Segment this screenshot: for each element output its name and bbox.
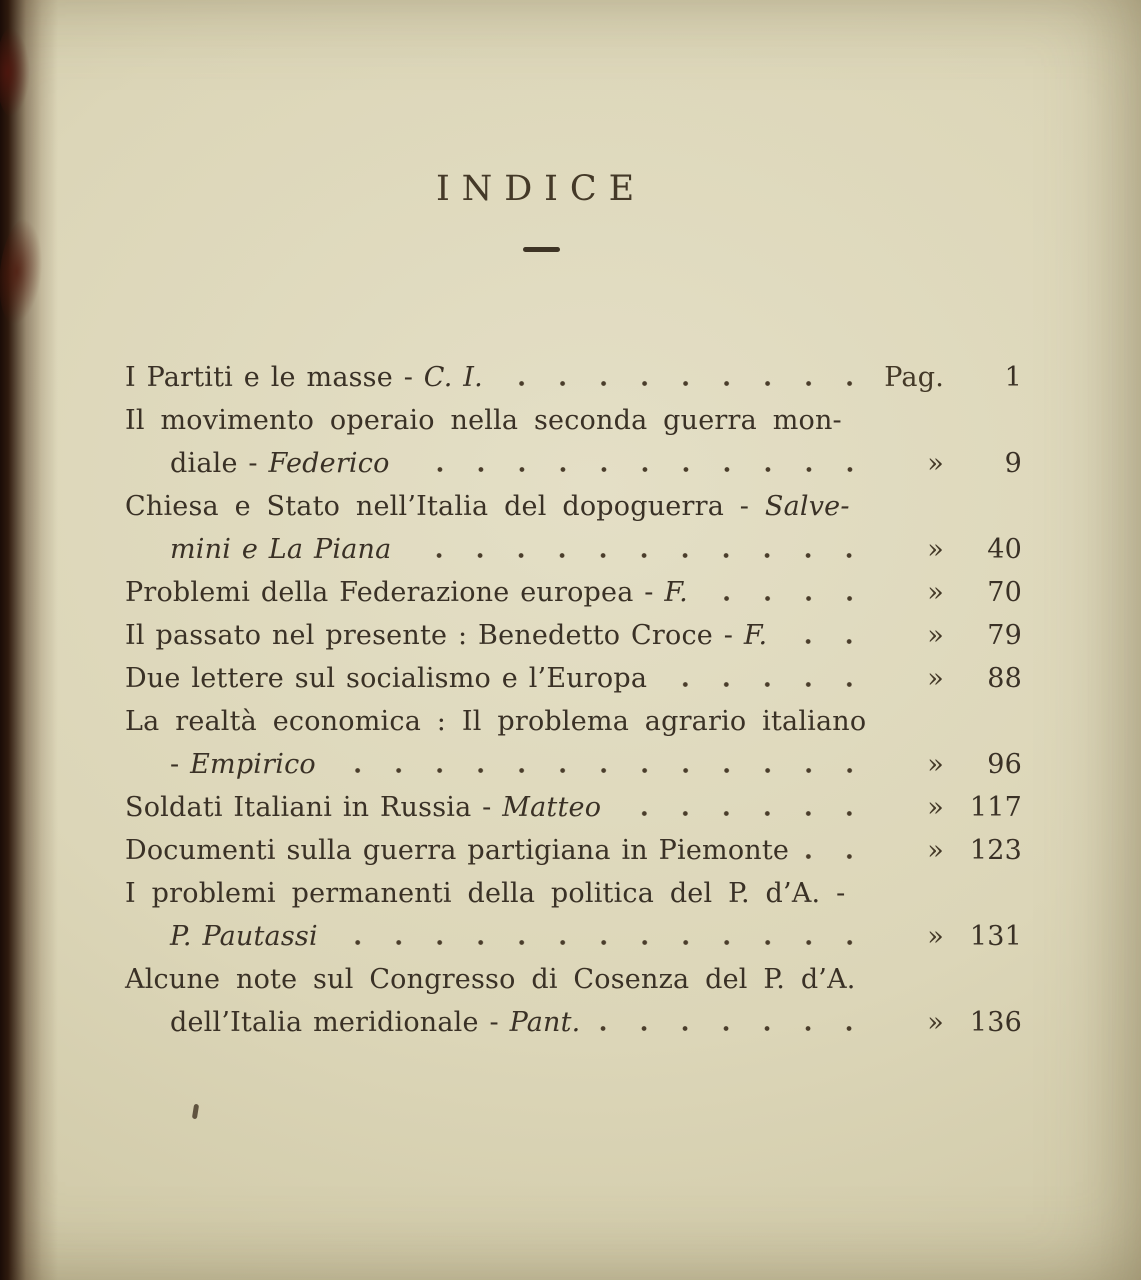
entry-title: Problemi della Federazione europea -: [125, 577, 665, 608]
entry-author: Empirico: [190, 749, 316, 780]
toc-line: [125, 829, 1022, 872]
toc-line: [125, 356, 1022, 399]
toc-line: [125, 442, 1022, 485]
toc-line: [125, 872, 1022, 915]
entry-text: [170, 743, 316, 786]
toc-entry: [125, 356, 1022, 399]
page-number: 131: [969, 921, 1022, 952]
entry-author: Matteo: [502, 792, 602, 823]
page-label: »: [927, 663, 944, 694]
page-number: 117: [969, 792, 1022, 823]
toc-entry: [125, 958, 1022, 1044]
entry-title: Due lettere sul socialismo e l’Europa: [125, 663, 648, 694]
entry-author: P. Pautassi: [170, 921, 318, 952]
page-number: 9: [1004, 448, 1022, 479]
entry-text: [170, 1001, 580, 1044]
dot-leader: [596, 1026, 870, 1031]
entry-text: [125, 700, 866, 743]
toc-entry: [125, 571, 1022, 614]
page-label: »: [927, 448, 944, 479]
toc-line: [125, 571, 1022, 614]
toc-line: [125, 485, 1022, 528]
page-label: »: [927, 921, 944, 952]
toc-entry: [125, 829, 1022, 872]
entry-text: [125, 657, 647, 700]
page-number: 1: [1004, 362, 1022, 393]
entry-text: [125, 571, 688, 614]
page-number: 88: [987, 663, 1022, 694]
page-number: 40: [987, 534, 1022, 565]
entry-title: dell’Italia meridionale -: [170, 1007, 510, 1038]
dot-leader: [704, 596, 870, 601]
toc-entry: [125, 657, 1022, 700]
entry-title: Chiesa e Stato nell’Italia del dopoguerra -: [125, 491, 765, 522]
entry-author: Salve-: [764, 491, 850, 522]
page-number: 96: [987, 749, 1022, 780]
entry-text: [125, 958, 856, 1001]
page-label: »: [927, 534, 944, 565]
entry-title: diale -: [170, 448, 269, 479]
entry-title: Il movimento operaio nella seconda guerra mon-: [125, 405, 842, 436]
toc-line: [125, 915, 1022, 958]
entry-text: [125, 829, 789, 872]
toc-line: [125, 1001, 1022, 1044]
toc-entry: [125, 700, 1022, 786]
entry-title: -: [170, 749, 191, 780]
entry-text: [170, 528, 391, 571]
page-label: Pag.: [884, 362, 944, 393]
page-number: 123: [969, 835, 1022, 866]
toc-line: [125, 700, 1022, 743]
index-title: INDICE: [435, 169, 647, 209]
entry-text: [170, 442, 390, 485]
entry-text: [125, 399, 842, 442]
entry-title: Alcune note sul Congresso di Cosenza del P. d’A.: [125, 964, 856, 995]
toc-line: [125, 786, 1022, 829]
entry-author: Pant.: [509, 1007, 581, 1038]
toc-line: [125, 528, 1022, 571]
toc-entry: [125, 614, 1022, 657]
entry-author: Federico: [268, 448, 390, 479]
toc-line: [125, 743, 1022, 786]
page-label: »: [927, 1007, 944, 1038]
table-of-contents: [125, 356, 1022, 1044]
entry-author: F.: [664, 577, 688, 608]
entry-title: I Partiti e le masse -: [125, 362, 424, 393]
toc-entry: [125, 872, 1022, 958]
page-number: 136: [969, 1007, 1022, 1038]
dot-leader: [334, 940, 870, 945]
toc-line: [125, 399, 1022, 442]
dot-leader: [332, 768, 870, 773]
page-label: »: [927, 577, 944, 608]
dot-leader: [783, 639, 870, 644]
toc-line: [125, 614, 1022, 657]
title-rule: [523, 247, 560, 252]
entry-title: Soldati Italiani in Russia -: [125, 792, 503, 823]
entry-text: [125, 485, 850, 528]
entry-title: La realtà economica : Il problema agrario italiano: [125, 706, 867, 737]
entry-text: [170, 915, 318, 958]
dot-leader: [407, 553, 870, 558]
entry-text: [125, 356, 483, 399]
dot-leader: [805, 854, 870, 859]
dot-leader: [617, 811, 870, 816]
toc-entry: [125, 399, 1022, 485]
toc-entry: [125, 485, 1022, 571]
entry-text: [125, 786, 601, 829]
entry-title: Il passato nel presente : Benedetto Croce -: [125, 620, 744, 651]
entry-title: Documenti sulla guerra partigiana in Piemonte: [125, 835, 790, 866]
dot-leader: [499, 381, 870, 386]
dot-leader: [406, 467, 870, 472]
page-label: »: [927, 620, 944, 651]
entry-author: mini e La Piana: [170, 534, 392, 565]
dot-leader: [663, 682, 870, 687]
entry-author: C. I.: [423, 362, 483, 393]
ink-speck: [192, 1104, 199, 1120]
page-number: 79: [987, 620, 1022, 651]
toc-line: [125, 958, 1022, 1001]
page-number: 70: [987, 577, 1022, 608]
entry-text: [125, 614, 767, 657]
page-label: »: [927, 835, 944, 866]
entry-text: [125, 872, 845, 915]
entry-title: I problemi permanenti della politica del P. d’A. -: [125, 878, 846, 909]
entry-author: F.: [743, 620, 768, 651]
toc-line: [125, 657, 1022, 700]
toc-entry: [125, 786, 1022, 829]
page-label: »: [927, 749, 944, 780]
page-label: »: [927, 792, 944, 823]
